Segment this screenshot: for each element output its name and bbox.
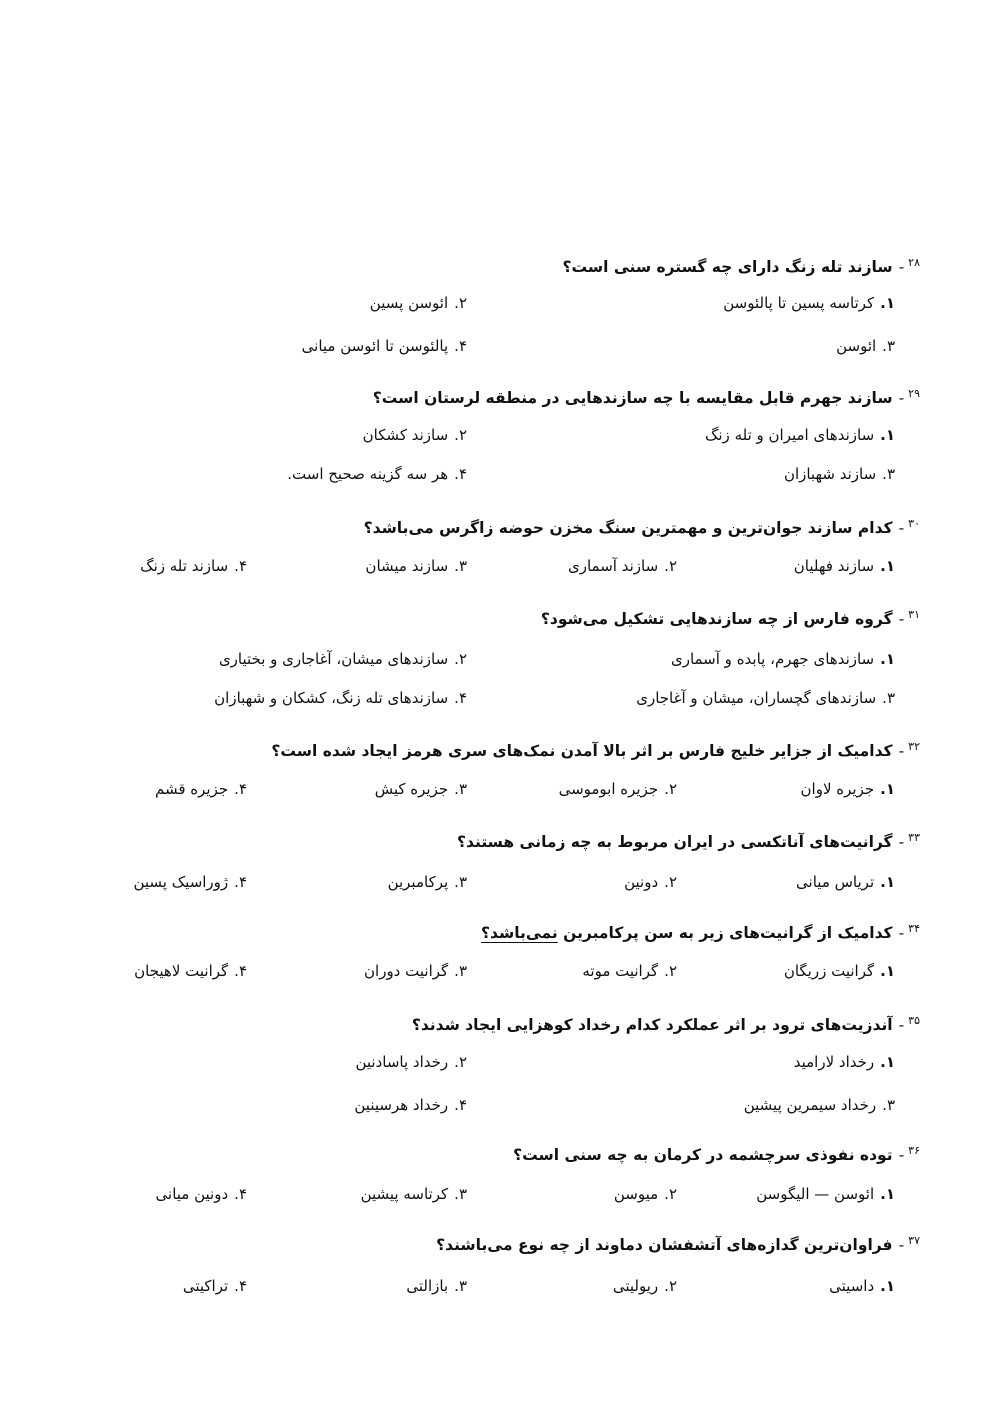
option-4[interactable]: ۴.سازند تله زنگ <box>140 557 247 575</box>
question-36: $^{۳۶}$-توده نفوذی سرچشمه در کرمان به چه سنی است؟ <box>513 1144 920 1165</box>
option-3[interactable]: ۳.رخداد سیمرین پیشین <box>743 1096 895 1114</box>
question-number: ۳۰ <box>908 517 920 530</box>
option-3[interactable]: ۳.پرکامبرین <box>387 873 467 891</box>
option-2[interactable]: ۲.رخداد پاسادنین <box>355 1053 467 1071</box>
option-3[interactable]: ۳.سازندهای گچساران، میشان و آغاجاری <box>636 689 895 707</box>
option-4[interactable]: ۴.دونین میانی <box>155 1185 247 1203</box>
option-1[interactable]: ۱.داسیتی <box>829 1277 895 1295</box>
question-number: ۳۵ <box>908 1014 920 1027</box>
option-1[interactable]: ۱.جزیره لاوان <box>800 780 895 798</box>
option-1[interactable]: ۱.کرتاسه پسین تا پالئوسن <box>723 294 895 312</box>
option-2[interactable]: ۲.دونین <box>624 873 677 891</box>
question-30: $^{۳۰}$-کدام سازند جوان‌ترین و مهمترین سنگ مخزن حوضه زاگرس می‌باشد؟ <box>363 517 920 538</box>
question-text: کدامیک از جزایر خلیج فارس بر اثر بالا آمدن نمک‌های سری هرمز ایجاد شده است؟ <box>271 742 893 761</box>
option-3[interactable]: ۳.بازالتی <box>406 1277 467 1295</box>
option-2[interactable]: ۲.سازند کشکان <box>362 426 467 444</box>
option-4[interactable]: ۴.جزیره قشم <box>154 780 247 798</box>
option-4[interactable]: ۴.هر سه گزینه صحیح است. <box>287 465 467 483</box>
question-text: فراوان‌ترین گدازه‌های آتشفشان دماوند از چه نوع می‌باشند؟ <box>436 1236 893 1255</box>
option-2[interactable]: ۲.سازندهای میشان، آغاجاری و بختیاری <box>218 650 467 668</box>
question-number: ۳۴ <box>908 922 920 935</box>
option-4[interactable]: ۴.ژوراسیک پسین <box>133 873 247 891</box>
option-1[interactable]: ۱.رخداد لارامید <box>793 1053 895 1071</box>
option-1[interactable]: ۱.گرانیت زریگان <box>783 962 895 980</box>
question-number: ۳۶ <box>908 1144 920 1157</box>
option-4[interactable]: ۴.سازندهای تله زنگ، کشکان و شهبازان <box>214 689 467 707</box>
option-2[interactable]: ۲.میوسن <box>613 1185 677 1203</box>
option-2[interactable]: ۲.جزیره ابوموسی <box>558 780 677 798</box>
option-4[interactable]: ۴.رخداد هرسینین <box>354 1096 467 1114</box>
option-2[interactable]: ۲.ائوسن پسین <box>369 294 467 312</box>
question-text: سازند جهرم قابل مقایسه با چه سازندهایی در منطقه لرستان است؟ <box>372 389 893 408</box>
question-33: $^{۳۳}$-گرانیت‌های آناتکسی در ایران مربوط به چه زمانی هستند؟ <box>457 831 920 852</box>
option-1[interactable]: ۱.سازندهای جهرم، پابده و آسماری <box>670 650 895 668</box>
question-text: گرانیت‌های آناتکسی در ایران مربوط به چه زمانی هستند؟ <box>457 833 893 852</box>
question-number: ۳۷ <box>908 1234 920 1247</box>
question-32: $^{۳۲}$-کدامیک از جزایر خلیج فارس بر اثر بالا آمدن نمک‌های سری هرمز ایجاد شده است؟ <box>271 740 920 761</box>
option-4[interactable]: ۴.پالئوسن تا ائوسن میانی <box>301 337 467 355</box>
option-3[interactable]: ۳.گرانیت دوران <box>364 962 467 980</box>
option-2[interactable]: ۲.سازند آسماری <box>567 557 677 575</box>
question-34: $^{۳۴}$-کدامیک از گرانیت‌های زیر به سن پرکامبرین نمی‌باشد؟ <box>481 922 920 943</box>
question-number: ۲۹ <box>908 387 920 400</box>
question-text: سازند تله زنگ دارای چه گستره سنی است؟ <box>562 258 893 277</box>
option-1[interactable]: ۱.تریاس میانی <box>796 873 895 891</box>
option-4[interactable]: ۴.تراکیتی <box>182 1277 247 1295</box>
option-3[interactable]: ۳.سازند شهبازان <box>783 465 895 483</box>
question-text: کدام سازند جوان‌ترین و مهمترین سنگ مخزن حوضه زاگرس می‌باشد؟ <box>363 519 893 538</box>
option-4[interactable]: ۴.گرانیت لاهیجان <box>134 962 247 980</box>
option-1[interactable]: ۱.سازند فهلیان <box>793 557 895 575</box>
option-3[interactable]: ۳.جزیره کیش <box>374 780 467 798</box>
option-1[interactable]: ۱.ائوسن — الیگوسن <box>756 1185 895 1203</box>
question-29: $^{۲۹}$-سازند جهرم قابل مقایسه با چه سازندهایی در منطقه لرستان است؟ <box>372 387 920 408</box>
option-2[interactable]: ۲.ریولیتی <box>612 1277 677 1295</box>
question-number: ۲۸ <box>908 256 920 269</box>
question-37: $^{۳۷}$-فراوان‌ترین گدازه‌های آتشفشان دماوند از چه نوع می‌باشند؟ <box>436 1234 920 1255</box>
question-28: $^{۲۸}$-سازند تله زنگ دارای چه گستره سنی است؟ <box>562 256 920 277</box>
question-31: $^{۳۱}$-گروه فارس از چه سازندهایی تشکیل می‌شود؟ <box>540 608 920 629</box>
question-text-underlined: نمی‌باشد؟ <box>481 924 558 943</box>
option-3[interactable]: ۳.کرتاسه پیشین <box>360 1185 467 1203</box>
question-text: توده نفوذی سرچشمه در کرمان به چه سنی است؟ <box>513 1146 893 1165</box>
option-3[interactable]: ۳.سازند میشان <box>365 557 467 575</box>
question-number: ۳۳ <box>908 831 920 844</box>
question-text: کدامیک از گرانیت‌های زیر به سن پرکامبرین <box>557 924 893 943</box>
question-number: ۳۲ <box>908 740 920 753</box>
question-text: آندزیت‌های ترود بر اثر عملکرد کدام رخداد کوهزایی ایجاد شدند؟ <box>411 1016 893 1035</box>
option-1[interactable]: ۱.سازندهای امیران و تله زنگ <box>704 426 895 444</box>
option-3[interactable]: ۳.ائوسن <box>836 337 895 355</box>
question-text: گروه فارس از چه سازندهایی تشکیل می‌شود؟ <box>540 610 893 629</box>
question-number: ۳۱ <box>908 608 920 621</box>
option-2[interactable]: ۲.گرانیت موته <box>582 962 677 980</box>
question-35: $^{۳۵}$-آندزیت‌های ترود بر اثر عملکرد کدام رخداد کوهزایی ایجاد شدند؟ <box>411 1014 920 1035</box>
